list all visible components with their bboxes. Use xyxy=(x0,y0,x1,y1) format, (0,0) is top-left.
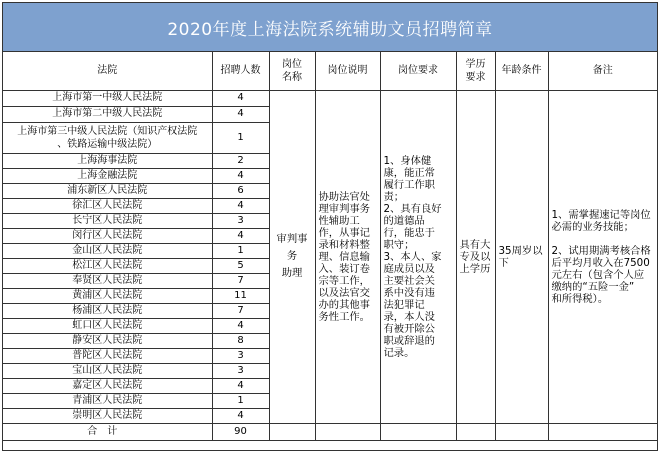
empty-cell xyxy=(495,423,548,440)
court-name: 上海市第一中级人民法院 xyxy=(3,90,212,106)
hire-count: 1 xyxy=(212,122,269,153)
header-education: 学历 要求 xyxy=(456,52,495,90)
hire-count: 4 xyxy=(212,198,269,213)
court-name: 普陀区人民法院 xyxy=(3,348,212,363)
empty-cell xyxy=(380,423,456,440)
total-row xyxy=(3,423,657,440)
court-name: 闵行区人民法院 xyxy=(3,228,212,243)
court-name: 杨浦区人民法院 xyxy=(3,303,212,318)
total-label: 合计 xyxy=(3,423,212,440)
hire-count: 1 xyxy=(212,243,269,258)
header-position: 岗位 名称 xyxy=(269,52,315,90)
court-name: 浦东新区人民法院 xyxy=(3,183,212,198)
court-name: 松江区人民法院 xyxy=(3,258,212,273)
hire-count: 8 xyxy=(212,333,269,348)
recruitment-notice xyxy=(2,2,658,451)
hire-count: 4 xyxy=(212,106,269,122)
notes: 1、需掌握速记等岗位 必需的业务技能； 2、试用期满考核合格 后平均月收入在7500 元左右（包含个人应 缴纳的“五险一金” 和所得税）。 xyxy=(548,90,657,423)
hire-count: 3 xyxy=(212,213,269,228)
page-title: 2020年度上海法院系统辅助文员招聘简章 xyxy=(167,19,493,40)
recruitment-table xyxy=(3,52,657,441)
court-name: 嘉定区人民法院 xyxy=(3,378,212,393)
hire-count: 3 xyxy=(212,363,269,378)
position-description: 协助法官处 理审判事务 性辅助工 作，从事记 录和材料整 理、信息输 入、装订卷 宗等工作， 以及法官交 办的其他事 务性工作。 xyxy=(315,90,380,423)
hire-count: 3 xyxy=(212,348,269,363)
header-court: 法院 xyxy=(3,52,212,90)
court-name: 上海市第三中级人民法院（知识产权法院 、铁路运输中级法院） xyxy=(3,122,212,153)
header-notes: 备注 xyxy=(548,52,657,90)
hire-count: 4 xyxy=(212,318,269,333)
hire-count: 4 xyxy=(212,228,269,243)
header-description: 岗位说明 xyxy=(315,52,380,90)
court-name: 上海海事法院 xyxy=(3,153,212,168)
court-name: 上海金融法院 xyxy=(3,168,212,183)
court-name: 宝山区人民法院 xyxy=(3,363,212,378)
court-name: 崇明区人民法院 xyxy=(3,408,212,423)
empty-cell xyxy=(269,423,315,440)
hire-count: 4 xyxy=(212,408,269,423)
hire-count: 5 xyxy=(212,258,269,273)
hire-count: 4 xyxy=(212,378,269,393)
position-name: 审判事务 助理 xyxy=(269,90,315,423)
position-requirements: 1、身体健 康，能正常 履行工作职 责； 2、具有良好 的道德品 行，能忠于 职守； 3、本人、家 庭成员以及 主要社会关 系中没有违 法犯罪记 录，本人没 有被开除公 职或辞退的 记录。 xyxy=(380,90,456,423)
age-requirement: 35周岁以 下 xyxy=(495,90,548,423)
court-name: 青浦区人民法院 xyxy=(3,393,212,408)
court-name: 黄浦区人民法院 xyxy=(3,288,212,303)
header-requirements: 岗位要求 xyxy=(380,52,456,90)
court-name: 徐汇区人民法院 xyxy=(3,198,212,213)
total-count: 90 xyxy=(212,423,269,440)
hire-count: 7 xyxy=(212,273,269,288)
hire-count: 2 xyxy=(212,153,269,168)
court-name: 金山区人民法院 xyxy=(3,243,212,258)
hire-count: 1 xyxy=(212,393,269,408)
hire-count: 7 xyxy=(212,303,269,318)
table-row xyxy=(3,90,657,106)
empty-cell xyxy=(315,423,380,440)
court-name: 长宁区人民法院 xyxy=(3,213,212,228)
header-age: 年龄条件 xyxy=(495,52,548,90)
hire-count: 11 xyxy=(212,288,269,303)
header-count: 招聘人数 xyxy=(212,52,269,90)
header-row xyxy=(3,52,657,90)
title-bar xyxy=(3,3,657,52)
court-name: 奉贤区人民法院 xyxy=(3,273,212,288)
empty-cell xyxy=(548,423,657,440)
court-name: 虹口区人民法院 xyxy=(3,318,212,333)
court-name: 静安区人民法院 xyxy=(3,333,212,348)
empty-cell xyxy=(456,423,495,440)
hire-count: 4 xyxy=(212,90,269,106)
education-requirement: 具有大 专及以 上学历 xyxy=(456,90,495,423)
hire-count: 6 xyxy=(212,183,269,198)
hire-count: 4 xyxy=(212,168,269,183)
court-name: 上海市第二中级人民法院 xyxy=(3,106,212,122)
